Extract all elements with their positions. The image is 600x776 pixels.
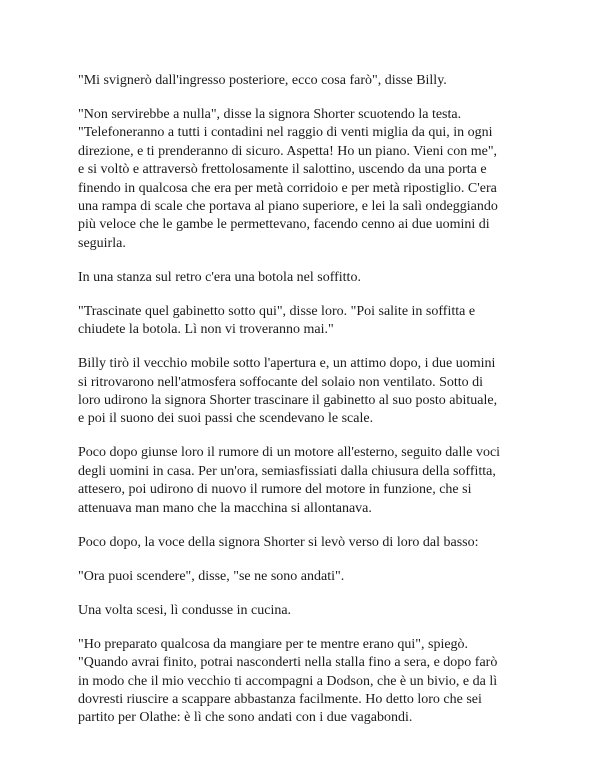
paragraph-9: Una volta scesi, lì condusse in cucina. — [78, 602, 292, 618]
paragraph-8: "Ora puoi scendere", disse, "se ne sono andati". — [78, 568, 345, 584]
paragraph-7: Poco dopo, la voce della signora Shorter si levò verso di loro dal basso: — [78, 534, 479, 550]
paragraph-5: Billy tirò il vecchio mobile sotto l'apertura e, un attimo dopo, i due uomini si ritrovarono nell'atmosfera soffocante del solaio non ventilato. Sotto di loro udirono la signora Shorter trascinare il gabinetto al suo posto abituale, e poi il suono dei suoi passi che scendevano le scale. — [78, 356, 498, 427]
paragraph-4: "Trascinate quel gabinetto sotto qui", disse loro. "Poi salite in soffitta e chiudete la botola. Lì non vi troveranno mai." — [78, 303, 476, 338]
paragraph-1: "Mi svignerò dall'ingresso posteriore, ecco cosa farò", disse Billy. — [78, 73, 447, 88]
paragraph-3: In una stanza sul retro c'era una botola nel soffitto. — [78, 269, 361, 285]
paragraph-2: "Non servirebbe a nulla", disse la signora Shorter scuotendo la testa. "Telefoneranno a tutti i contadini nel raggio di venti miglia da qui, in ogni direzione, e ti prenderanno di sicuro. Aspetta! Ho un piano. Vieni con me", e si voltò e attraversò frettolosamente il salottino, uscendo da una porta e finendo in qualcosa che era per metà corridoio e per metà ripostiglio. C'era una rampa di scale che portava al piano superiore, e lei la salì ondeggiando più veloce che le gambe le permettevano, facendo cenno ai due uomini di seguirla. — [78, 107, 498, 251]
paragraph-6: Poco dopo giunse loro il rumore di un motore all'esterno, seguito dalle voci degli uomini in casa. Per un'ora, semiasfissiati dalla chiusura della soffitta, attesero, poi udirono di nuovo il rumore del motore in funzione, che si attenuava man mano che la macchina si allontanava. — [78, 445, 501, 516]
paragraph-10: "Ho preparato qualcosa da mangiare per te mentre erano qui", spiegò. "Quando avrai finito, potrai nasconderti nella stalla fino a sera, e dopo farò in modo che il mio vecchio ti accompagni a Dodson, che è un bivio, e da lì dovresti riuscire a scappare abbastanza facilmente. Ho detto loro che sei partito per Olathe: è lì che sono andati con i due vagabondi. — [78, 636, 498, 726]
document-page — [78, 72, 526, 743]
